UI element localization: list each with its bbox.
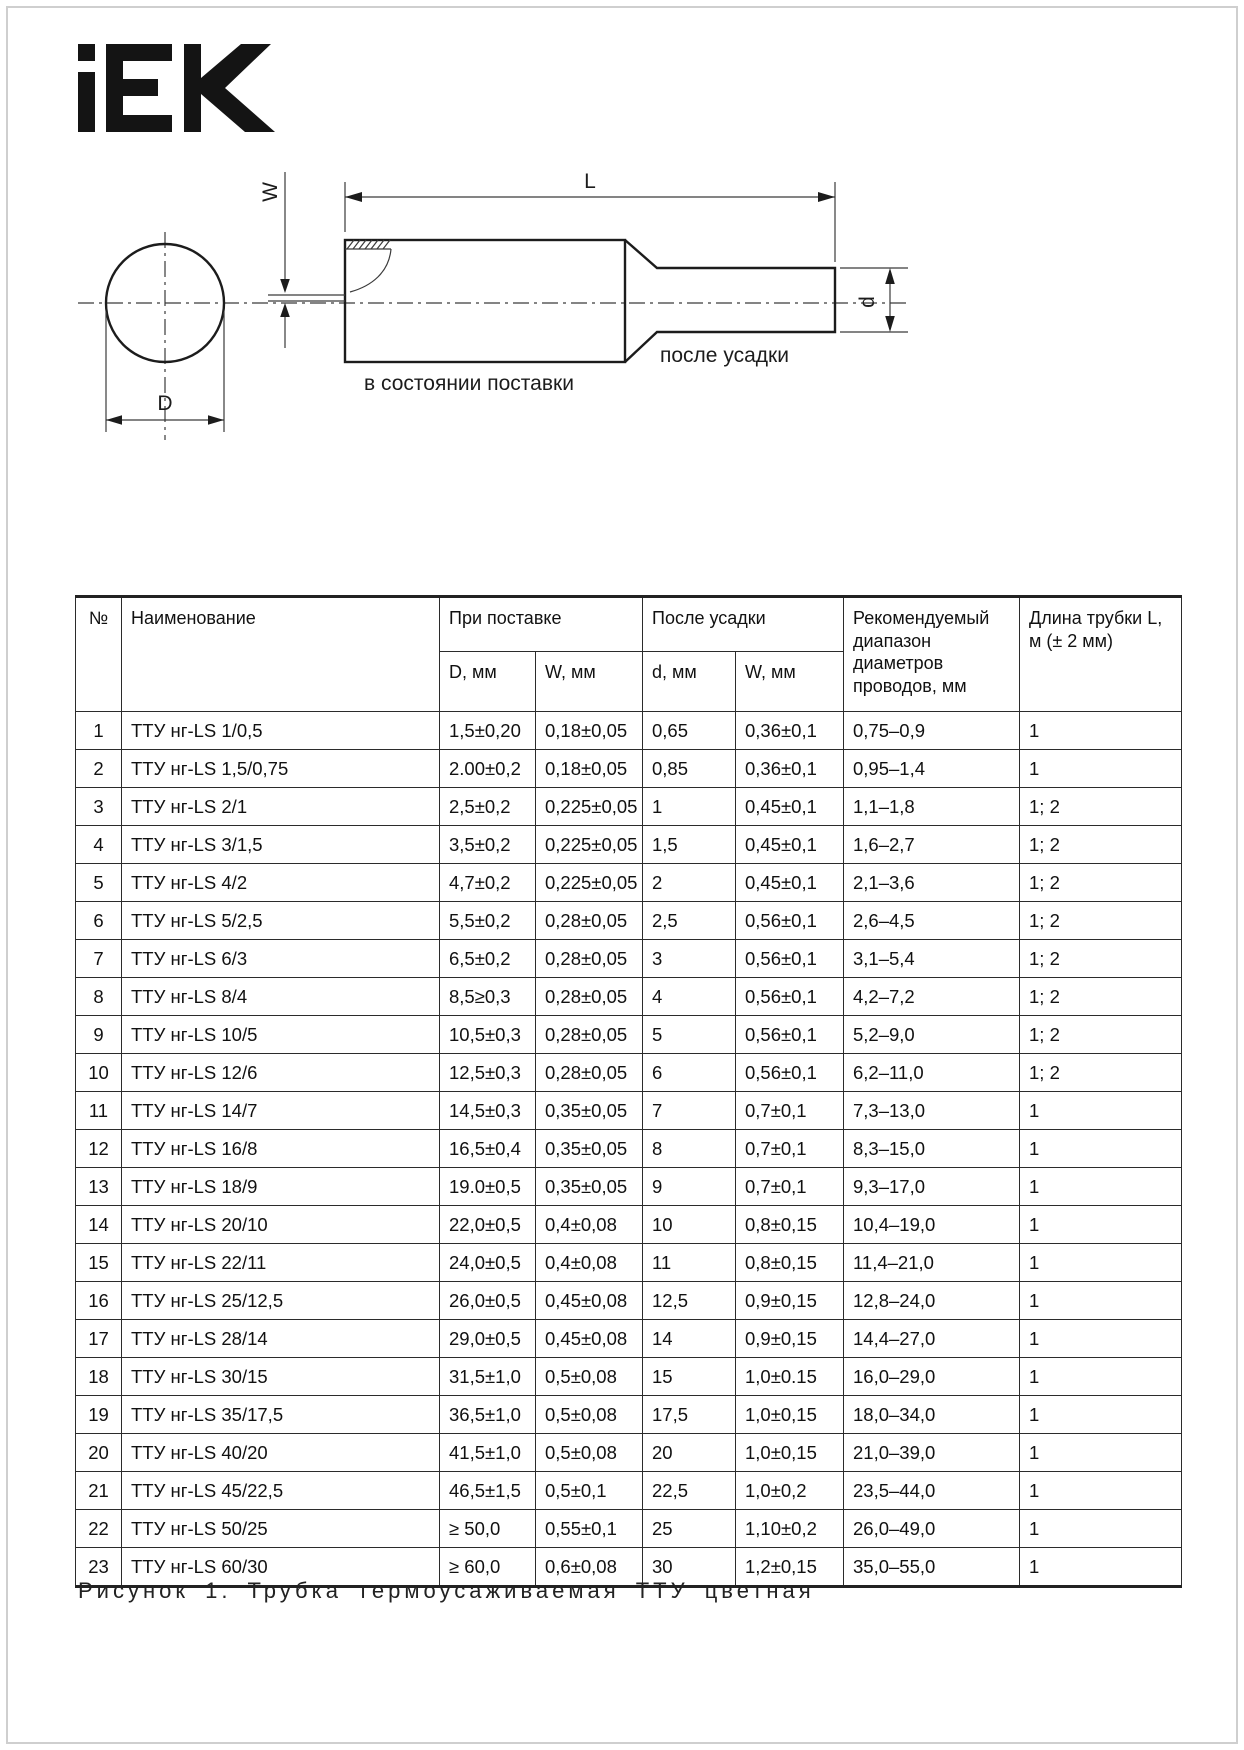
cell-num: 8 — [76, 978, 122, 1016]
cell-shrink-W: 0,9±0,15 — [736, 1320, 844, 1358]
table-row — [76, 826, 1182, 864]
cell-delivery-W: 0,28±0,05 — [536, 1054, 643, 1092]
table-row — [76, 1282, 1182, 1320]
cell-delivery-D: 10,5±0,3 — [440, 1016, 536, 1054]
cell-delivery-W: 0,5±0,08 — [536, 1434, 643, 1472]
cell-num: 20 — [76, 1434, 122, 1472]
cell-shrink-d: 20 — [643, 1434, 736, 1472]
cell-wire-range: 7,3–13,0 — [844, 1092, 1020, 1130]
cell-wire-range: 21,0–39,0 — [844, 1434, 1020, 1472]
cell-shrink-d: 7 — [643, 1092, 736, 1130]
col-header-name: Наименование — [122, 597, 440, 712]
cell-shrink-d: 0,65 — [643, 712, 736, 750]
cell-shrink-d: 12,5 — [643, 1282, 736, 1320]
table-row — [76, 1320, 1182, 1358]
cell-delivery-W: 0,5±0,08 — [536, 1358, 643, 1396]
col-header-delivery-D: D, мм — [440, 652, 536, 712]
table-row — [76, 1510, 1182, 1548]
table-row — [76, 1016, 1182, 1054]
cell-shrink-W: 0,8±0,15 — [736, 1206, 844, 1244]
cell-wire-range: 6,2–11,0 — [844, 1054, 1020, 1092]
cell-delivery-W: 0,28±0,05 — [536, 1016, 643, 1054]
cell-length: 1 — [1020, 712, 1182, 750]
figure-caption: Рисунок 1. Трубка термоусаживаемая ТТУ цветная — [78, 1578, 815, 1603]
cell-length: 1; 2 — [1020, 978, 1182, 1016]
table-row — [76, 940, 1182, 978]
cell-name: ТТУ нг-LS 12/6 — [122, 1054, 440, 1092]
cell-shrink-d: 14 — [643, 1320, 736, 1358]
cell-name: ТТУ нг-LS 4/2 — [122, 864, 440, 902]
spec-table — [75, 595, 1182, 1588]
dim-label-L: L — [584, 170, 596, 193]
cell-delivery-D: 6,5±0,2 — [440, 940, 536, 978]
cell-name: ТТУ нг-LS 50/25 — [122, 1510, 440, 1548]
cell-wire-range: 12,8–24,0 — [844, 1282, 1020, 1320]
cell-num: 15 — [76, 1244, 122, 1282]
col-header-delivery-W: W, мм — [536, 652, 643, 712]
label-delivery-state: в состоянии поставки — [364, 372, 574, 395]
cell-shrink-d: 30 — [643, 1548, 736, 1587]
cell-num: 4 — [76, 826, 122, 864]
cell-delivery-D: 22,0±0,5 — [440, 1206, 536, 1244]
cell-num: 13 — [76, 1168, 122, 1206]
cell-shrink-W: 0,8±0,15 — [736, 1244, 844, 1282]
cell-name: ТТУ нг-LS 10/5 — [122, 1016, 440, 1054]
table-row — [76, 1092, 1182, 1130]
cell-delivery-D: 31,5±1,0 — [440, 1358, 536, 1396]
cell-num: 19 — [76, 1396, 122, 1434]
cell-delivery-D: 3,5±0,2 — [440, 826, 536, 864]
table-row — [76, 1168, 1182, 1206]
cell-length: 1; 2 — [1020, 864, 1182, 902]
cell-delivery-D: 8,5≥0,3 — [440, 978, 536, 1016]
table-row — [76, 864, 1182, 902]
cell-wire-range: 14,4–27,0 — [844, 1320, 1020, 1358]
cell-length: 1 — [1020, 1548, 1182, 1587]
cell-length: 1; 2 — [1020, 826, 1182, 864]
cell-delivery-W: 0,6±0,08 — [536, 1548, 643, 1587]
cell-length: 1 — [1020, 1206, 1182, 1244]
cell-delivery-D: 14,5±0,3 — [440, 1092, 536, 1130]
cell-delivery-W: 0,4±0,08 — [536, 1244, 643, 1282]
cell-num: 23 — [76, 1548, 122, 1587]
cell-shrink-d: 3 — [643, 940, 736, 978]
cell-num: 6 — [76, 902, 122, 940]
cell-delivery-W: 0,5±0,1 — [536, 1472, 643, 1510]
cell-shrink-W: 1,0±0,15 — [736, 1396, 844, 1434]
cell-wire-range: 26,0–49,0 — [844, 1510, 1020, 1548]
cell-num: 3 — [76, 788, 122, 826]
cell-shrink-d: 0,85 — [643, 750, 736, 788]
cell-wire-range: 8,3–15,0 — [844, 1130, 1020, 1168]
cell-name: ТТУ нг-LS 22/11 — [122, 1244, 440, 1282]
table-row — [76, 712, 1182, 750]
cell-shrink-d: 17,5 — [643, 1396, 736, 1434]
tube-dimension-diagram — [0, 0, 1244, 500]
cell-delivery-D: 1,5±0,20 — [440, 712, 536, 750]
cell-delivery-D: 29,0±0,5 — [440, 1320, 536, 1358]
cell-delivery-W: 0,4±0,08 — [536, 1206, 643, 1244]
table-row — [76, 1206, 1182, 1244]
cell-delivery-W: 0,28±0,05 — [536, 940, 643, 978]
cell-delivery-W: 0,35±0,05 — [536, 1130, 643, 1168]
col-header-shrink-W: W, мм — [736, 652, 844, 712]
cell-delivery-W: 0,225±0,05 — [536, 788, 643, 826]
cell-delivery-D: 2,5±0,2 — [440, 788, 536, 826]
cell-shrink-W: 0,45±0,1 — [736, 788, 844, 826]
cell-shrink-d: 2,5 — [643, 902, 736, 940]
cell-delivery-W: 0,18±0,05 — [536, 712, 643, 750]
cell-num: 21 — [76, 1472, 122, 1510]
wall-hatching — [347, 240, 390, 249]
cell-shrink-W: 1,10±0,2 — [736, 1510, 844, 1548]
cell-delivery-D: 46,5±1,5 — [440, 1472, 536, 1510]
cell-shrink-W: 0,56±0,1 — [736, 902, 844, 940]
col-header-num: № — [76, 597, 122, 712]
dim-label-W: W — [259, 182, 282, 202]
cell-delivery-W: 0,35±0,05 — [536, 1092, 643, 1130]
cell-wire-range: 23,5–44,0 — [844, 1472, 1020, 1510]
cell-length: 1 — [1020, 1168, 1182, 1206]
cell-shrink-W: 0,45±0,1 — [736, 864, 844, 902]
cell-shrink-W: 0,36±0,1 — [736, 712, 844, 750]
cell-length: 1 — [1020, 1396, 1182, 1434]
cell-wire-range: 16,0–29,0 — [844, 1358, 1020, 1396]
table-row — [76, 750, 1182, 788]
cell-delivery-W: 0,28±0,05 — [536, 978, 643, 1016]
cell-shrink-d: 1 — [643, 788, 736, 826]
cell-num: 1 — [76, 712, 122, 750]
cell-length: 1 — [1020, 1244, 1182, 1282]
cell-length: 1; 2 — [1020, 940, 1182, 978]
table-row — [76, 1054, 1182, 1092]
cell-shrink-d: 22,5 — [643, 1472, 736, 1510]
cell-num: 18 — [76, 1358, 122, 1396]
cell-num: 22 — [76, 1510, 122, 1548]
cell-num: 14 — [76, 1206, 122, 1244]
cell-wire-range: 11,4–21,0 — [844, 1244, 1020, 1282]
cell-delivery-W: 0,55±0,1 — [536, 1510, 643, 1548]
cell-name: ТТУ нг-LS 28/14 — [122, 1320, 440, 1358]
cell-name: ТТУ нг-LS 25/12,5 — [122, 1282, 440, 1320]
cell-wire-range: 35,0–55,0 — [844, 1548, 1020, 1587]
cell-name: ТТУ нг-LS 5/2,5 — [122, 902, 440, 940]
cell-shrink-d: 5 — [643, 1016, 736, 1054]
cell-shrink-d: 8 — [643, 1130, 736, 1168]
cell-shrink-d: 15 — [643, 1358, 736, 1396]
cell-wire-range: 4,2–7,2 — [844, 978, 1020, 1016]
table-row — [76, 1358, 1182, 1396]
cell-shrink-d: 9 — [643, 1168, 736, 1206]
tube-supplied-outline — [345, 240, 625, 362]
cell-length: 1; 2 — [1020, 788, 1182, 826]
cell-delivery-D: 24,0±0,5 — [440, 1244, 536, 1282]
cell-shrink-W: 0,56±0,1 — [736, 978, 844, 1016]
table-row — [76, 1130, 1182, 1168]
cell-name: ТТУ нг-LS 1,5/0,75 — [122, 750, 440, 788]
cell-delivery-W: 0,35±0,05 — [536, 1168, 643, 1206]
cell-num: 16 — [76, 1282, 122, 1320]
cell-delivery-D: 36,5±1,0 — [440, 1396, 536, 1434]
cell-length: 1 — [1020, 1282, 1182, 1320]
table-row — [76, 978, 1182, 1016]
cell-length: 1 — [1020, 1434, 1182, 1472]
cell-delivery-W: 0,225±0,05 — [536, 826, 643, 864]
dim-label-D: D — [157, 392, 173, 415]
cell-name: ТТУ нг-LS 20/10 — [122, 1206, 440, 1244]
cell-shrink-W: 1,0±0,2 — [736, 1472, 844, 1510]
cell-shrink-d: 2 — [643, 864, 736, 902]
cell-name: ТТУ нг-LS 18/9 — [122, 1168, 440, 1206]
cell-wire-range: 9,3–17,0 — [844, 1168, 1020, 1206]
cell-shrink-d: 4 — [643, 978, 736, 1016]
cell-name: ТТУ нг-LS 2/1 — [122, 788, 440, 826]
table-row — [76, 1244, 1182, 1282]
cell-delivery-W: 0,28±0,05 — [536, 902, 643, 940]
cell-num: 12 — [76, 1130, 122, 1168]
cell-name: ТТУ нг-LS 3/1,5 — [122, 826, 440, 864]
cell-num: 10 — [76, 1054, 122, 1092]
col-header-shrink-d: d, мм — [643, 652, 736, 712]
cell-delivery-D: 41,5±1,0 — [440, 1434, 536, 1472]
cell-name: ТТУ нг-LS 35/17,5 — [122, 1396, 440, 1434]
cell-delivery-D: ≥ 50,0 — [440, 1510, 536, 1548]
cell-shrink-W: 0,36±0,1 — [736, 750, 844, 788]
cell-shrink-W: 0,7±0,1 — [736, 1168, 844, 1206]
cell-name: ТТУ нг-LS 6/3 — [122, 940, 440, 978]
cell-num: 7 — [76, 940, 122, 978]
col-header-wire-range: Рекомендуемый диапазон диаметров проводов, мм — [844, 597, 1020, 712]
cell-shrink-d: 1,5 — [643, 826, 736, 864]
cell-shrink-d: 6 — [643, 1054, 736, 1092]
col-header-length: Длина трубки L, м (± 2 мм) — [1020, 597, 1182, 712]
dim-label-d: d — [856, 296, 879, 308]
cell-delivery-W: 0,45±0,08 — [536, 1282, 643, 1320]
cell-wire-range: 5,2–9,0 — [844, 1016, 1020, 1054]
cell-delivery-W: 0,18±0,05 — [536, 750, 643, 788]
cell-wire-range: 2,6–4,5 — [844, 902, 1020, 940]
label-after-shrink: после усадки — [660, 344, 789, 367]
cell-delivery-D: ≥ 60,0 — [440, 1548, 536, 1587]
cell-length: 1 — [1020, 1358, 1182, 1396]
cell-num: 2 — [76, 750, 122, 788]
cell-delivery-W: 0,225±0,05 — [536, 864, 643, 902]
cell-wire-range: 2,1–3,6 — [844, 864, 1020, 902]
cell-length: 1; 2 — [1020, 1016, 1182, 1054]
table-row — [76, 1434, 1182, 1472]
cell-wire-range: 3,1–5,4 — [844, 940, 1020, 978]
cell-delivery-D: 4,7±0,2 — [440, 864, 536, 902]
cell-wire-range: 18,0–34,0 — [844, 1396, 1020, 1434]
cell-name: ТТУ нг-LS 8/4 — [122, 978, 440, 1016]
cell-shrink-d: 25 — [643, 1510, 736, 1548]
cell-num: 5 — [76, 864, 122, 902]
cell-length: 1; 2 — [1020, 902, 1182, 940]
cell-shrink-W: 0,7±0,1 — [736, 1092, 844, 1130]
cell-wire-range: 1,6–2,7 — [844, 826, 1020, 864]
cell-shrink-W: 1,2±0,15 — [736, 1548, 844, 1587]
cell-num: 9 — [76, 1016, 122, 1054]
cell-num: 11 — [76, 1092, 122, 1130]
cell-delivery-W: 0,5±0,08 — [536, 1396, 643, 1434]
cell-wire-range: 10,4–19,0 — [844, 1206, 1020, 1244]
cell-length: 1; 2 — [1020, 1054, 1182, 1092]
cell-shrink-W: 0,56±0,1 — [736, 1016, 844, 1054]
cell-length: 1 — [1020, 1320, 1182, 1358]
table-row — [76, 902, 1182, 940]
cell-delivery-D: 2.00±0,2 — [440, 750, 536, 788]
cell-length: 1 — [1020, 1092, 1182, 1130]
cell-wire-range: 0,75–0,9 — [844, 712, 1020, 750]
spec-table-body — [76, 712, 1182, 1587]
cell-shrink-d: 11 — [643, 1244, 736, 1282]
cell-name: ТТУ нг-LS 30/15 — [122, 1358, 440, 1396]
cell-shrink-d: 10 — [643, 1206, 736, 1244]
cell-delivery-D: 19.0±0,5 — [440, 1168, 536, 1206]
cell-shrink-W: 0,56±0,1 — [736, 1054, 844, 1092]
cell-delivery-D: 12,5±0,3 — [440, 1054, 536, 1092]
cell-shrink-W: 0,7±0,1 — [736, 1130, 844, 1168]
cell-shrink-W: 0,45±0,1 — [736, 826, 844, 864]
cell-name: ТТУ нг-LS 1/0,5 — [122, 712, 440, 750]
cell-wire-range: 0,95–1,4 — [844, 750, 1020, 788]
table-row — [76, 788, 1182, 826]
cell-length: 1 — [1020, 1130, 1182, 1168]
cell-name: ТТУ нг-LS 14/7 — [122, 1092, 440, 1130]
col-group-delivery: При поставке — [440, 597, 643, 652]
cell-name: ТТУ нг-LS 16/8 — [122, 1130, 440, 1168]
cell-delivery-D: 26,0±0,5 — [440, 1282, 536, 1320]
table-row — [76, 1396, 1182, 1434]
cell-name: ТТУ нг-LS 40/20 — [122, 1434, 440, 1472]
cell-length: 1 — [1020, 750, 1182, 788]
cell-num: 17 — [76, 1320, 122, 1358]
cell-shrink-W: 1,0±0.15 — [736, 1358, 844, 1396]
cell-length: 1 — [1020, 1472, 1182, 1510]
cell-wire-range: 1,1–1,8 — [844, 788, 1020, 826]
cell-delivery-D: 5,5±0,2 — [440, 902, 536, 940]
cell-name: ТТУ нг-LS 60/30 — [122, 1548, 440, 1587]
cell-shrink-W: 0,9±0,15 — [736, 1282, 844, 1320]
cell-shrink-W: 1,0±0,15 — [736, 1434, 844, 1472]
cell-shrink-W: 0,56±0,1 — [736, 940, 844, 978]
cell-name: ТТУ нг-LS 45/22,5 — [122, 1472, 440, 1510]
cell-delivery-W: 0,45±0,08 — [536, 1320, 643, 1358]
cell-length: 1 — [1020, 1510, 1182, 1548]
col-group-after-shrink: После усадки — [643, 597, 844, 652]
table-row — [76, 1472, 1182, 1510]
cell-delivery-D: 16,5±0,4 — [440, 1130, 536, 1168]
